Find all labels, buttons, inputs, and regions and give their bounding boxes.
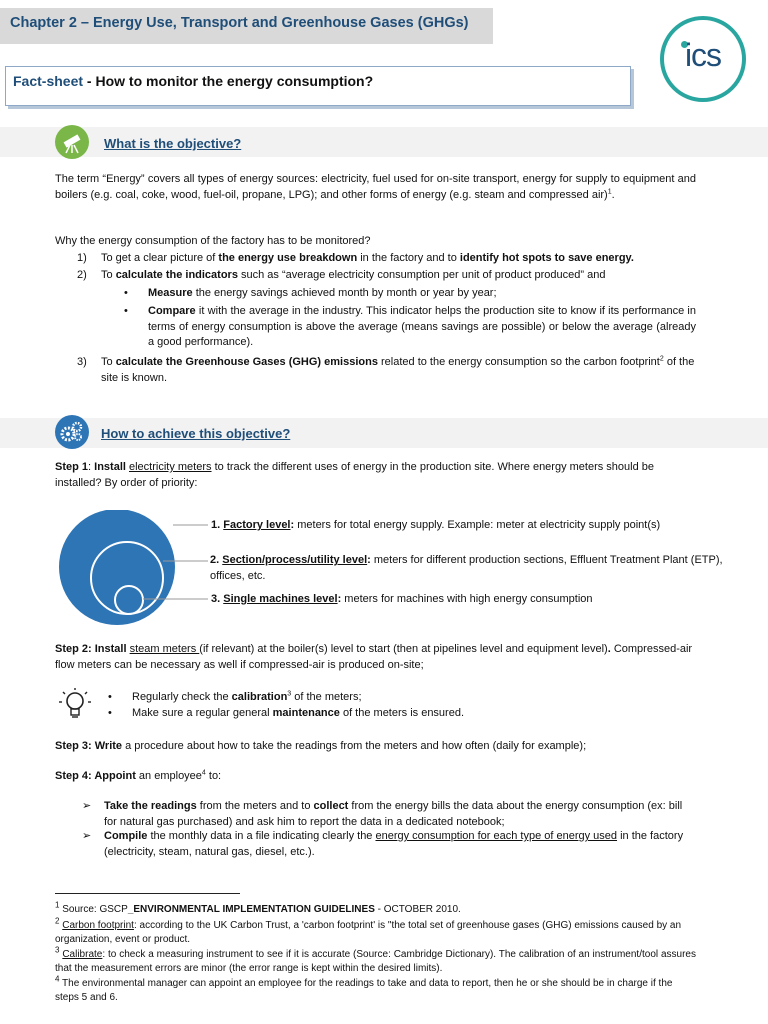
objective-item-1: To get a clear picture of the energy use breakdown in the factory and to identify hot spots to save energy. <box>101 252 634 264</box>
step-4-action-compile: Compile the monthly data in a file indicating clearly the energy consumption for each type of energy used in the factory (electricity, steam, natural gas, diesel, etc.). <box>104 830 684 858</box>
objective-item-3: To calculate the Greenhouse Gases (GHG) emissions related to the energy consumption so the carbon footprint$^2$ of the site is known. <box>101 355 695 384</box>
meter-level-2: 2. Section/process/utility level: meters for different production sections, Effluent Treatment Plant (ETP), offices, etc. <box>210 554 723 582</box>
telescope-icon <box>55 125 89 159</box>
bullet-icon: • <box>108 707 112 719</box>
step-3: Step 3: Write a procedure about how to take the readings from the meters and how often (daily for example); <box>55 740 587 752</box>
objective-item-2: To calculate the indicators such as “average electricity consumption per unit of product produced” and <box>101 269 606 281</box>
list-number: 3) <box>77 356 87 368</box>
meter-levels-diagram <box>55 510 215 630</box>
fact-sheet-heading: How to monitor the energy consumption? <box>95 73 374 89</box>
bullet-icon: • <box>124 305 128 317</box>
step-1: Step 1: Install electricity meters to track the different uses of energy in the production site. Where energy meters should be installed? By order of priority: <box>55 461 655 489</box>
objective-intro: The term “Energy” covers all types of energy sources: electricity, fuel used for on-site transport, energy for supply to equipment and boilers (e.g. coal, coke, wood, fuel-oil, propane, LPG); and other forms of energy (e.g. steam and compressed air)$^1$. <box>55 173 696 201</box>
fact-sheet-title: Fact-sheet - How to monitor the energy consumption? <box>5 66 631 106</box>
bullet-icon: • <box>124 287 128 299</box>
lightbulb-icon <box>54 686 96 724</box>
footnote-4: $^4$ The environmental manager can appoint an employee for the readings to take and data to report, then he or she should be in charge if the steps 5 and 6. <box>55 974 673 1003</box>
chapter-header: Chapter 2 – Energy Use, Transport and Greenhouse Gases (GHGs) <box>0 8 493 44</box>
footnote-2: $^2$ Carbon footprint: according to the UK Carbon Trust, a 'carbon footprint' is "the total set of greenhouse gases (GHG) emissions caused by an organization, event or product. <box>55 916 682 945</box>
footnote-1: $^1$ Source: GSCP_ENVIRONMENTAL IMPLEMENTATION GUIDELINES - OCTOBER 2010. <box>55 900 461 915</box>
tip-calibration: Regularly check the calibration$^3$ of the meters; <box>132 690 362 703</box>
step-2: Step 2: Install steam meters (if relevant) at the boiler(s) level to start (then at pipelines level and equipment level). Compressed-air flow meters can be necessary as well if compressed-air is produced on-site; <box>55 643 693 671</box>
logo-text: ics <box>684 37 722 73</box>
footnote-divider <box>55 893 240 894</box>
list-number: 2) <box>77 269 87 281</box>
tip-maintenance: Make sure a regular general maintenance of the meters is ensured. <box>132 707 465 719</box>
step-4: Step 4: Appoint an employee$^4$ to: <box>55 769 222 782</box>
step-4-action-readings: Take the readings from the meters and to collect from the energy bills the data about the energy consumption (ex: bill for natural gas purchased) and ask him to report the data in a dedicated notebook; <box>104 800 683 828</box>
footnote-3: $^3$ Calibrate: to check a measuring instrument to see if it is accurate (Source: Cambridge Dictionary). The calibration of an instrument/tool assures that the measurement errors are minor (the error range is kept within the desired limits). <box>55 945 696 974</box>
objective-bullet-compare: Compare it with the average in the industry. This indicator helps the production site to know if its performance in terms of energy consumption is above the average (means savings are possible) or below the average (already a good performance). <box>148 305 696 349</box>
meter-level-1: 1. Factory level: meters for total energy supply. Example: meter at electricity supply point(s) <box>211 519 661 531</box>
fact-sheet-label: Fact-sheet <box>13 73 84 89</box>
bullet-icon: • <box>108 691 112 703</box>
meter-level-3: 3. Single machines level: meters for machines with high energy consumption <box>211 593 593 605</box>
list-number: 1) <box>77 252 87 264</box>
gears-icon <box>55 415 89 449</box>
ics-logo <box>660 16 746 102</box>
objective-bullet-measure: Measure the energy savings achieved month by month or year by year; <box>148 287 497 299</box>
arrow-bullet-icon: ➢ <box>82 800 92 812</box>
achieve-title: How to achieve this objective? <box>101 426 291 441</box>
objective-why: Why the energy consumption of the factory has to be monitored? <box>55 235 371 247</box>
objective-title: What is the objective? <box>104 136 242 151</box>
arrow-bullet-icon: ➢ <box>82 830 92 842</box>
